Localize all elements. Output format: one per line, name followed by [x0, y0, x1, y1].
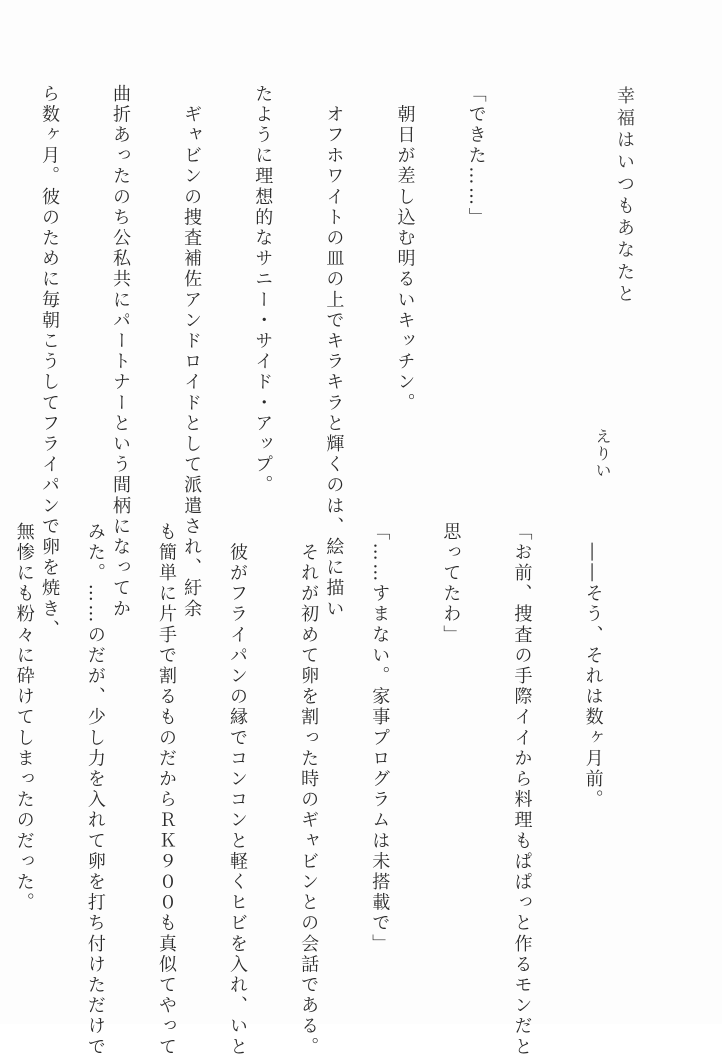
- text-line: オフホワイトの皿の上でキラキラと輝くのは、絵に描い: [323, 84, 345, 620]
- text-line: 思ってたわ」: [440, 522, 462, 646]
- story-title: 幸福はいつもあなたと: [614, 86, 635, 306]
- text-line: ら数ヶ月。彼のために毎朝こうしてフライパンで卵を焼き、: [38, 84, 60, 641]
- text-line: 曲折あったのち公私共にパートナーという間柄になってか: [110, 84, 132, 620]
- text-line: たように理想的なサニー・サイド・アップ。: [252, 84, 274, 496]
- text-block-bottom: [0, 522, 652, 1058]
- text-line: 無惨にも粉々に砕けてしまったのだった。: [13, 522, 35, 914]
- text-line: みた。……のだが、少し力を入れて卵を打ち付けただけで: [84, 522, 106, 1058]
- text-line: 朝日が差し込む明るいキッチン。: [394, 84, 416, 414]
- text-line: 「お前、捜査の手際イイから料理もぱぱっと作るモンだと: [511, 522, 533, 1058]
- author-name: えりい: [593, 428, 612, 479]
- text-line: ――そう、それは数ヶ月前。: [582, 522, 604, 811]
- text-line: 「できた……」: [465, 84, 487, 229]
- text-line: 彼がフライパンの縁でコンコンと軽くヒビを入れ、いと: [227, 522, 249, 1058]
- text-line: も簡単に片手で割るものだからＲＫ９００も真似てやって: [155, 522, 177, 1058]
- text-line: ギャビンの捜査補佐アンドロイドとして派遣され、紆余: [181, 84, 203, 620]
- text-line: それが初めて卵を割った時のギャビンとの会話である。: [298, 522, 320, 1058]
- text-line: 「……すまない。家事プログラムは未搭載で」: [369, 522, 391, 955]
